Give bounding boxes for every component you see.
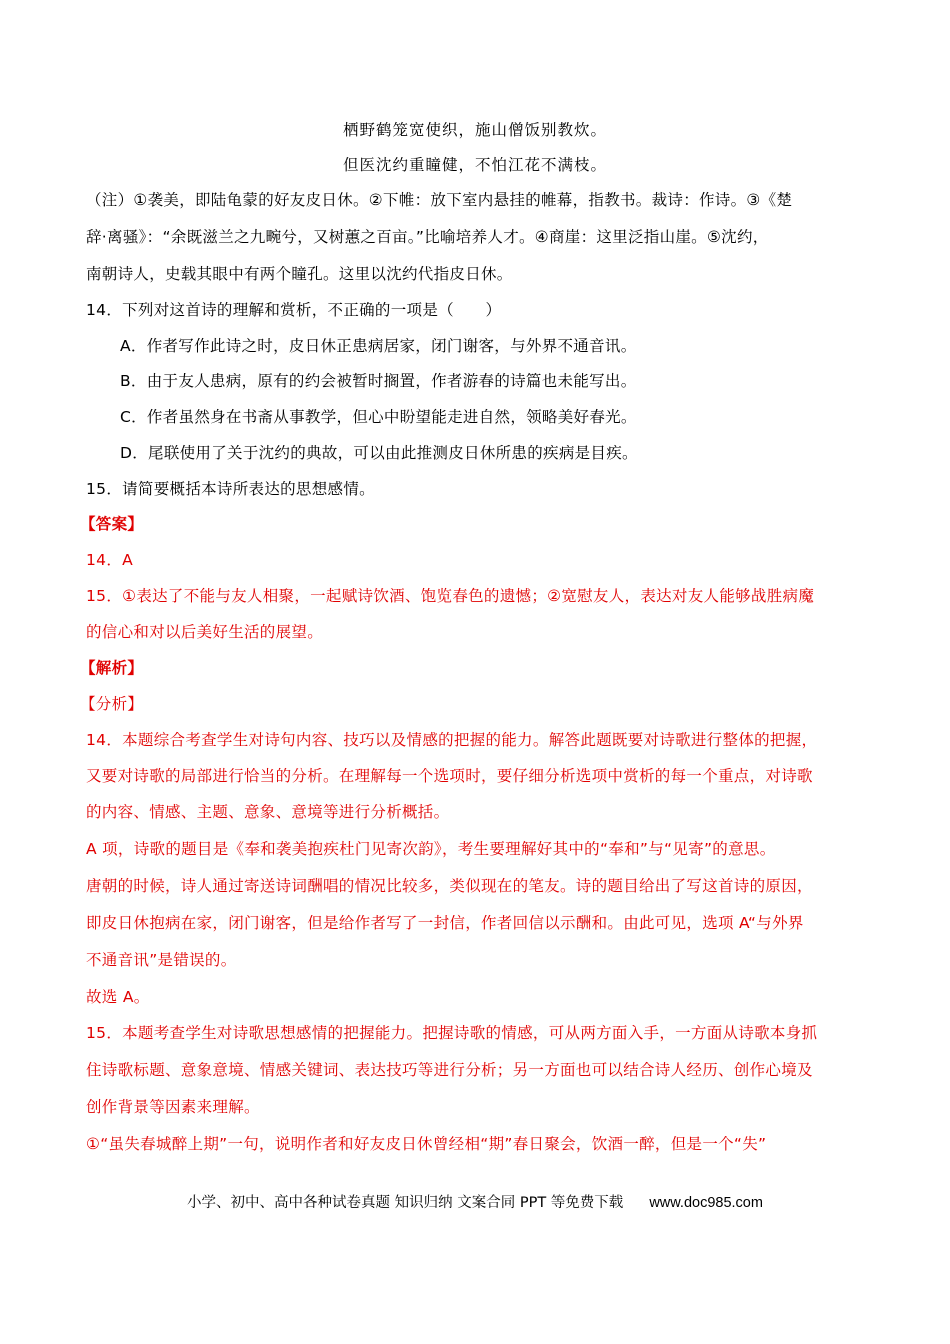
note-line-3: 南朝诗人，史载其眼中有两个瞳孔。这里以沈约代指皮日休。 bbox=[86, 265, 513, 283]
poem-line-2: 但医沈约重瞳健，不怕江花不满枝。 bbox=[342, 156, 607, 174]
analysis-15-line-2: 住诗歌标题、意象意境、情感关键词、表达技巧等进行分析；另一方面也可以结合诗人经历、创作心境及 bbox=[86, 1061, 813, 1079]
poem-line-1: 栖野鹤笼宽使织，施山僧饭别教炊。 bbox=[342, 121, 607, 139]
analysis-choose: 故选 A。 bbox=[86, 988, 150, 1006]
answer-14: 14．A bbox=[86, 551, 134, 569]
footer-text: 小学、初中、高中各种试卷真题 知识归纳 文案合同 PPT 等免费下载 bbox=[187, 1195, 624, 1211]
question-14-option-a: A．作者写作此诗之时，皮日休正患病居家，闭门谢客，与外界不通音讯。 bbox=[120, 337, 637, 355]
page-footer bbox=[0, 1191, 950, 1212]
answer-heading: 【答案】 bbox=[80, 515, 144, 533]
analysis-heading: 【解析】 bbox=[80, 659, 144, 677]
analysis-14-line-3: 的内容、情感、主题、意象、意境等进行分析概括。 bbox=[86, 803, 450, 821]
question-14-option-c: C．作者虽然身在书斋从事教学，但心中盼望能走进自然，领略美好春光。 bbox=[120, 408, 637, 426]
analysis-14-line-1: 14．本题综合考查学生对诗句内容、技巧以及情感的把握的能力。解答此题既要对诗歌进行整体的把握， bbox=[86, 731, 818, 749]
question-14-option-b: B．由于友人患病，原有的约会被暂时搁置，作者游春的诗篇也未能写出。 bbox=[120, 372, 637, 390]
footer-url[interactable]: www.doc985.com bbox=[649, 1195, 763, 1211]
analysis-15-line-1: 15．本题考查学生对诗歌思想感情的把握能力。把握诗歌的情感，可从两方面入手，一方面从诗歌本身抓 bbox=[86, 1024, 818, 1042]
answer-15-line-1: 15．①表达了不能与友人相聚，一起赋诗饮酒、饱览春色的遗憾；②宽慰友人，表达对友人能够战胜病魔 bbox=[86, 587, 815, 605]
analysis-subheading: 【分析】 bbox=[80, 695, 144, 713]
question-14-option-d: D．尾联使用了关于沈约的典故，可以由此推测皮日休所患的疾病是目疾。 bbox=[120, 444, 638, 462]
analysis-a-line-3: 即皮日休抱病在家，闭门谢客，但是给作者写了一封信，作者回信以示酬和。由此可见，选项 A“与外界 bbox=[86, 914, 804, 932]
analysis-a-line-4: 不通音讯”是错误的。 bbox=[86, 951, 237, 969]
note-line-2: 辞·离骚》：“余既滋兰之九畹兮，又树蕙之百亩。”比喻培养人才。④商崖：这里泛指山崖。⑤沈约， bbox=[86, 228, 769, 246]
analysis-a-line-1: A 项，诗歌的题目是《奉和袭美抱疾杜门见寄次韵》，考生要理解好其中的“奉和”与“见寄”的意思。 bbox=[86, 840, 776, 858]
note-line-1: （注）①袭美，即陆龟蒙的好友皮日休。②下帷：放下室内悬挂的帷幕，指教书。裁诗：作诗。③《楚 bbox=[86, 191, 793, 209]
question-15-stem: 15．请简要概括本诗所表达的思想感情。 bbox=[86, 480, 375, 498]
answer-15-line-2: 的信心和对以后美好生活的展望。 bbox=[86, 623, 324, 641]
analysis-15-line-4: ①“虽失春城醉上期”一句，说明作者和好友皮日休曾经相“期”春日聚会，饮酒一醉，但是一个“失” bbox=[86, 1135, 767, 1153]
analysis-a-line-2: 唐朝的时候，诗人通过寄送诗词酬唱的情况比较多，类似现在的笔友。诗的题目给出了写这首诗的原因， bbox=[86, 877, 813, 895]
question-14-stem: 14．下列对这首诗的理解和赏析，不正确的一项是（ ） bbox=[86, 301, 502, 319]
analysis-15-line-3: 创作背景等因素来理解。 bbox=[86, 1098, 260, 1116]
analysis-14-line-2: 又要对诗歌的局部进行恰当的分析。在理解每一个选项时，要仔细分析选项中赏析的每一个重点，对诗歌 bbox=[86, 767, 813, 785]
